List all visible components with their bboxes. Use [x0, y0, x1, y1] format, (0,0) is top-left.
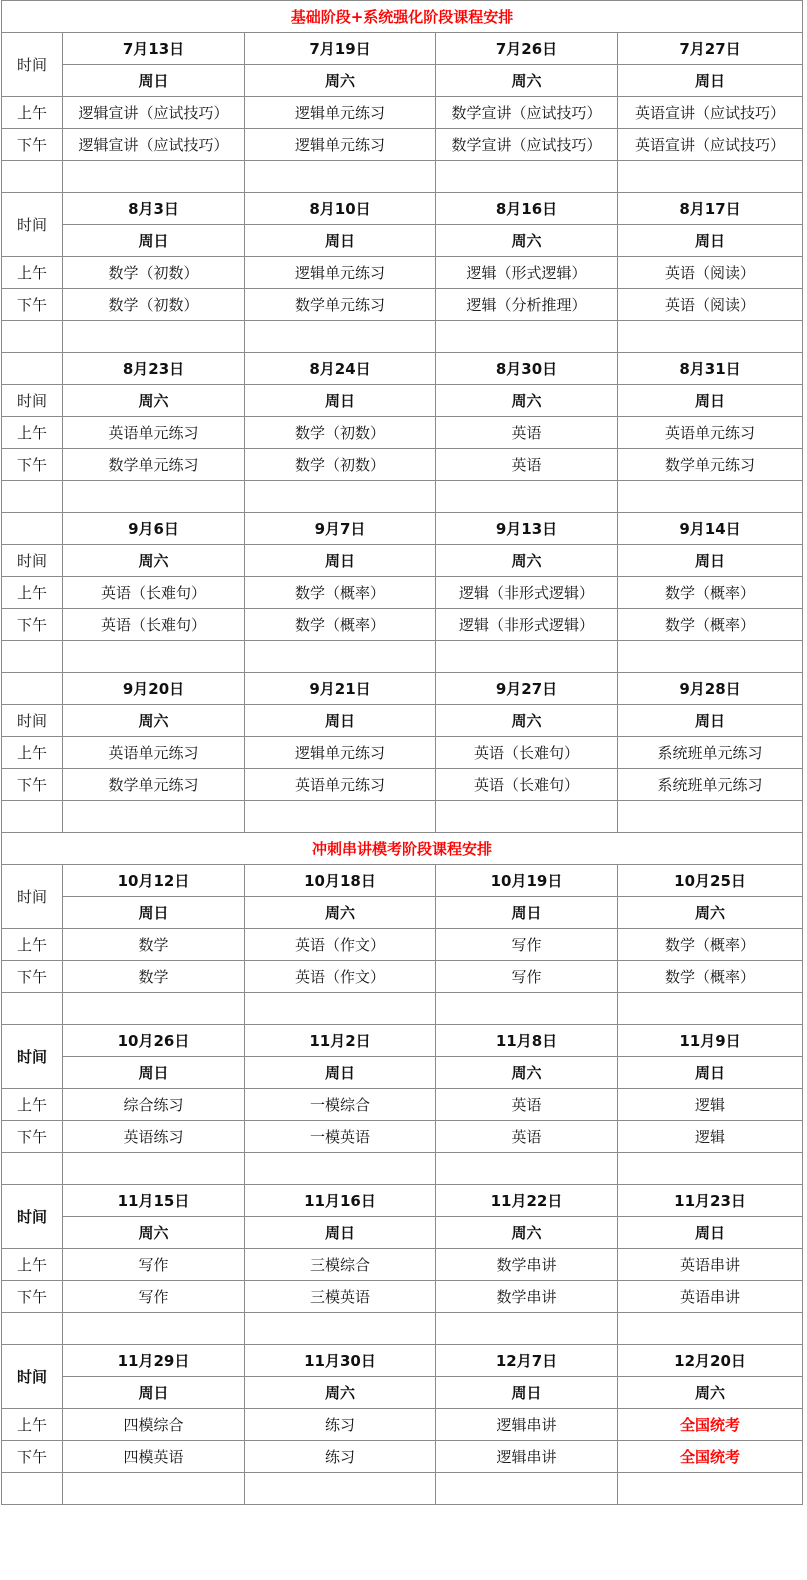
weekday-cell: 周日 [618, 225, 803, 257]
class-cell: 数学串讲 [436, 1281, 618, 1313]
date-cell: 8月16日 [436, 193, 618, 225]
afternoon-label: 下午 [2, 449, 63, 481]
weekday-cell: 周日 [63, 225, 245, 257]
class-cell: 英语（阅读） [618, 289, 803, 321]
empty-cell [2, 353, 63, 385]
weekday-cell: 周六 [63, 705, 245, 737]
afternoon-label: 下午 [2, 609, 63, 641]
afternoon-row [2, 449, 803, 481]
empty-cell [63, 1313, 245, 1345]
weekday-cell: 周六 [63, 545, 245, 577]
class-cell: 英语（长难句） [436, 737, 618, 769]
empty-cell [618, 1313, 803, 1345]
weekday-row [2, 705, 803, 737]
weekday-cell: 周六 [436, 1057, 618, 1089]
empty-cell [436, 161, 618, 193]
date-cell: 11月15日 [63, 1185, 245, 1217]
empty-cell [63, 801, 245, 833]
time-label: 时间 [2, 1345, 63, 1409]
section-title-row [2, 833, 803, 865]
class-cell: 数学宣讲（应试技巧） [436, 129, 618, 161]
empty-cell [245, 161, 436, 193]
class-cell: 英语 [436, 449, 618, 481]
weekday-row [2, 1217, 803, 1249]
weekday-cell: 周日 [63, 65, 245, 97]
morning-label: 上午 [2, 1409, 63, 1441]
empty-cell [436, 321, 618, 353]
class-cell: 英语 [436, 1089, 618, 1121]
weekday-cell: 周六 [245, 65, 436, 97]
empty-cell [2, 161, 63, 193]
weekday-cell: 周日 [618, 385, 803, 417]
date-cell: 10月26日 [63, 1025, 245, 1057]
morning-label: 上午 [2, 1089, 63, 1121]
class-cell: 数学宣讲（应试技巧） [436, 97, 618, 129]
class-cell: 英语（长难句） [63, 609, 245, 641]
weekday-cell: 周日 [618, 1057, 803, 1089]
weekday-row [2, 225, 803, 257]
afternoon-label: 下午 [2, 1441, 63, 1473]
class-cell: 数学单元练习 [63, 769, 245, 801]
morning-label: 上午 [2, 97, 63, 129]
empty-cell [245, 1473, 436, 1505]
afternoon-label: 下午 [2, 289, 63, 321]
date-row [2, 1345, 803, 1377]
weekday-row [2, 65, 803, 97]
time-label: 时间 [2, 385, 63, 417]
section-title: 基础阶段+系统强化阶段课程安排 [2, 1, 803, 33]
empty-cell [618, 1473, 803, 1505]
date-cell: 7月27日 [618, 33, 803, 65]
spacer-row [2, 481, 803, 513]
class-cell: 逻辑单元练习 [245, 97, 436, 129]
empty-cell [2, 641, 63, 673]
empty-cell [618, 641, 803, 673]
weekday-cell: 周日 [618, 65, 803, 97]
class-cell: 英语（阅读） [618, 257, 803, 289]
date-cell: 9月7日 [245, 513, 436, 545]
morning-label: 上午 [2, 257, 63, 289]
weekday-row [2, 1377, 803, 1409]
morning-label: 上午 [2, 929, 63, 961]
class-cell: 逻辑串讲 [436, 1441, 618, 1473]
date-cell: 11月22日 [436, 1185, 618, 1217]
empty-cell [618, 321, 803, 353]
afternoon-label: 下午 [2, 1121, 63, 1153]
class-cell: 数学（初数） [245, 417, 436, 449]
class-cell: 逻辑单元练习 [245, 737, 436, 769]
empty-cell [245, 481, 436, 513]
date-cell: 11月16日 [245, 1185, 436, 1217]
morning-row [2, 97, 803, 129]
weekday-cell: 周六 [436, 1217, 618, 1249]
afternoon-label: 下午 [2, 961, 63, 993]
class-cell: 英语（作文） [245, 929, 436, 961]
class-cell: 英语单元练习 [63, 417, 245, 449]
date-cell: 9月21日 [245, 673, 436, 705]
class-cell: 英语串讲 [618, 1249, 803, 1281]
date-cell: 11月29日 [63, 1345, 245, 1377]
weekday-row [2, 545, 803, 577]
section-title: 冲刺串讲模考阶段课程安排 [2, 833, 803, 865]
date-cell: 10月12日 [63, 865, 245, 897]
empty-cell [436, 801, 618, 833]
date-row [2, 513, 803, 545]
class-cell: 数学（概率） [618, 961, 803, 993]
weekday-cell: 周日 [63, 1057, 245, 1089]
empty-cell [2, 1313, 63, 1345]
date-cell: 9月28日 [618, 673, 803, 705]
date-cell: 10月19日 [436, 865, 618, 897]
class-cell: 数学（概率） [245, 577, 436, 609]
time-label: 时间 [2, 193, 63, 257]
class-cell: 逻辑串讲 [436, 1409, 618, 1441]
date-cell: 11月30日 [245, 1345, 436, 1377]
weekday-cell: 周六 [436, 225, 618, 257]
empty-cell [436, 1313, 618, 1345]
weekday-cell: 周日 [245, 1057, 436, 1089]
class-cell: 英语（长难句） [63, 577, 245, 609]
class-cell: 一模综合 [245, 1089, 436, 1121]
empty-cell [63, 1153, 245, 1185]
date-cell: 8月3日 [63, 193, 245, 225]
morning-label: 上午 [2, 577, 63, 609]
time-label: 时间 [2, 1025, 63, 1089]
class-cell: 全国统考 [618, 1409, 803, 1441]
course-schedule-table [1, 0, 803, 1505]
time-label: 时间 [2, 545, 63, 577]
date-cell: 8月24日 [245, 353, 436, 385]
empty-cell [63, 481, 245, 513]
date-cell: 9月13日 [436, 513, 618, 545]
date-cell: 12月20日 [618, 1345, 803, 1377]
class-cell: 英语（长难句） [436, 769, 618, 801]
class-cell: 逻辑单元练习 [245, 129, 436, 161]
morning-row [2, 257, 803, 289]
empty-cell [63, 321, 245, 353]
class-cell: 英语 [436, 1121, 618, 1153]
afternoon-row [2, 289, 803, 321]
empty-cell [245, 321, 436, 353]
class-cell: 英语单元练习 [618, 417, 803, 449]
weekday-cell: 周六 [436, 705, 618, 737]
spacer-row [2, 993, 803, 1025]
date-cell: 10月25日 [618, 865, 803, 897]
class-cell: 英语单元练习 [245, 769, 436, 801]
class-cell: 英语宣讲（应试技巧） [618, 129, 803, 161]
class-cell: 逻辑（分析推理） [436, 289, 618, 321]
class-cell: 英语练习 [63, 1121, 245, 1153]
class-cell: 英语宣讲（应试技巧） [618, 97, 803, 129]
afternoon-row [2, 1441, 803, 1473]
morning-label: 上午 [2, 417, 63, 449]
empty-cell [63, 161, 245, 193]
empty-cell [436, 1153, 618, 1185]
class-cell: 数学（概率） [245, 609, 436, 641]
date-cell: 11月23日 [618, 1185, 803, 1217]
morning-label: 上午 [2, 1249, 63, 1281]
weekday-cell: 周六 [618, 1377, 803, 1409]
time-label: 时间 [2, 1185, 63, 1249]
afternoon-row [2, 129, 803, 161]
empty-cell [2, 481, 63, 513]
date-cell: 10月18日 [245, 865, 436, 897]
schedule-document [1, 0, 802, 1505]
weekday-cell: 周日 [436, 897, 618, 929]
weekday-cell: 周日 [63, 897, 245, 929]
date-row [2, 1025, 803, 1057]
class-cell: 数学 [63, 929, 245, 961]
empty-cell [618, 161, 803, 193]
empty-cell [2, 1473, 63, 1505]
morning-row [2, 737, 803, 769]
morning-row [2, 577, 803, 609]
afternoon-row [2, 769, 803, 801]
empty-cell [618, 481, 803, 513]
weekday-cell: 周日 [245, 385, 436, 417]
empty-cell [2, 321, 63, 353]
weekday-cell: 周六 [436, 545, 618, 577]
class-cell: 逻辑（非形式逻辑） [436, 609, 618, 641]
time-label: 时间 [2, 705, 63, 737]
class-cell: 练习 [245, 1441, 436, 1473]
class-cell: 综合练习 [63, 1089, 245, 1121]
date-cell: 11月8日 [436, 1025, 618, 1057]
class-cell: 英语（作文） [245, 961, 436, 993]
spacer-row [2, 641, 803, 673]
date-cell: 9月20日 [63, 673, 245, 705]
weekday-cell: 周日 [245, 1217, 436, 1249]
class-cell: 逻辑（形式逻辑） [436, 257, 618, 289]
class-cell: 三模综合 [245, 1249, 436, 1281]
empty-cell [2, 801, 63, 833]
class-cell: 全国统考 [618, 1441, 803, 1473]
morning-row [2, 1409, 803, 1441]
time-label: 时间 [2, 33, 63, 97]
date-cell: 8月23日 [63, 353, 245, 385]
spacer-row [2, 801, 803, 833]
weekday-cell: 周日 [63, 1377, 245, 1409]
spacer-row [2, 321, 803, 353]
class-cell: 一模英语 [245, 1121, 436, 1153]
class-cell: 数学单元练习 [245, 289, 436, 321]
afternoon-label: 下午 [2, 1281, 63, 1313]
class-cell: 数学单元练习 [63, 449, 245, 481]
empty-cell [245, 1313, 436, 1345]
date-cell: 8月10日 [245, 193, 436, 225]
weekday-row [2, 385, 803, 417]
weekday-cell: 周日 [436, 1377, 618, 1409]
empty-cell [2, 993, 63, 1025]
empty-cell [2, 1153, 63, 1185]
class-cell: 逻辑单元练习 [245, 257, 436, 289]
weekday-cell: 周六 [245, 897, 436, 929]
empty-cell [245, 993, 436, 1025]
class-cell: 逻辑 [618, 1121, 803, 1153]
weekday-cell: 周日 [618, 705, 803, 737]
date-cell: 9月27日 [436, 673, 618, 705]
empty-cell [436, 481, 618, 513]
class-cell: 英语串讲 [618, 1281, 803, 1313]
afternoon-label: 下午 [2, 129, 63, 161]
section-title-row [2, 1, 803, 33]
date-cell: 12月7日 [436, 1345, 618, 1377]
weekday-cell: 周六 [63, 385, 245, 417]
empty-cell [245, 641, 436, 673]
empty-cell [436, 1473, 618, 1505]
spacer-row [2, 161, 803, 193]
weekday-cell: 周六 [245, 1377, 436, 1409]
weekday-cell: 周日 [618, 545, 803, 577]
date-row [2, 1185, 803, 1217]
class-cell: 系统班单元练习 [618, 737, 803, 769]
class-cell: 逻辑宣讲（应试技巧） [63, 129, 245, 161]
weekday-cell: 周日 [245, 225, 436, 257]
class-cell: 数学（初数） [245, 449, 436, 481]
empty-cell [436, 641, 618, 673]
morning-row [2, 929, 803, 961]
class-cell: 英语 [436, 417, 618, 449]
date-row [2, 193, 803, 225]
class-cell: 三模英语 [245, 1281, 436, 1313]
class-cell: 数学（初数） [63, 257, 245, 289]
weekday-cell: 周六 [436, 65, 618, 97]
date-row [2, 353, 803, 385]
weekday-cell: 周六 [436, 385, 618, 417]
date-row [2, 865, 803, 897]
weekday-cell: 周六 [618, 897, 803, 929]
class-cell: 练习 [245, 1409, 436, 1441]
afternoon-row [2, 1121, 803, 1153]
empty-cell [2, 513, 63, 545]
class-cell: 写作 [436, 929, 618, 961]
empty-cell [245, 801, 436, 833]
class-cell: 数学（概率） [618, 929, 803, 961]
date-cell: 11月2日 [245, 1025, 436, 1057]
morning-label: 上午 [2, 737, 63, 769]
empty-cell [618, 993, 803, 1025]
morning-row [2, 1249, 803, 1281]
class-cell: 系统班单元练习 [618, 769, 803, 801]
class-cell: 四模综合 [63, 1409, 245, 1441]
weekday-cell: 周六 [63, 1217, 245, 1249]
class-cell: 写作 [63, 1249, 245, 1281]
empty-cell [63, 993, 245, 1025]
date-row [2, 33, 803, 65]
afternoon-row [2, 609, 803, 641]
class-cell: 写作 [63, 1281, 245, 1313]
morning-row [2, 1089, 803, 1121]
weekday-cell: 周日 [245, 705, 436, 737]
class-cell: 英语单元练习 [63, 737, 245, 769]
date-cell: 9月6日 [63, 513, 245, 545]
empty-cell [63, 641, 245, 673]
spacer-row [2, 1473, 803, 1505]
afternoon-row [2, 961, 803, 993]
afternoon-row [2, 1281, 803, 1313]
afternoon-label: 下午 [2, 769, 63, 801]
class-cell: 逻辑（非形式逻辑） [436, 577, 618, 609]
spacer-row [2, 1153, 803, 1185]
class-cell: 逻辑宣讲（应试技巧） [63, 97, 245, 129]
date-cell: 7月26日 [436, 33, 618, 65]
spacer-row [2, 1313, 803, 1345]
class-cell: 数学（初数） [63, 289, 245, 321]
class-cell: 四模英语 [63, 1441, 245, 1473]
class-cell: 逻辑 [618, 1089, 803, 1121]
class-cell: 数学单元练习 [618, 449, 803, 481]
class-cell: 数学（概率） [618, 577, 803, 609]
class-cell: 数学（概率） [618, 609, 803, 641]
date-cell: 8月17日 [618, 193, 803, 225]
empty-cell [618, 801, 803, 833]
weekday-row [2, 897, 803, 929]
empty-cell [618, 1153, 803, 1185]
date-cell: 8月31日 [618, 353, 803, 385]
date-cell: 8月30日 [436, 353, 618, 385]
weekday-row [2, 1057, 803, 1089]
time-label: 时间 [2, 865, 63, 929]
empty-cell [2, 673, 63, 705]
empty-cell [63, 1473, 245, 1505]
class-cell: 写作 [436, 961, 618, 993]
weekday-cell: 周日 [618, 1217, 803, 1249]
date-cell: 7月19日 [245, 33, 436, 65]
date-cell: 7月13日 [63, 33, 245, 65]
morning-row [2, 417, 803, 449]
date-row [2, 673, 803, 705]
empty-cell [245, 1153, 436, 1185]
date-cell: 11月9日 [618, 1025, 803, 1057]
date-cell: 9月14日 [618, 513, 803, 545]
class-cell: 数学 [63, 961, 245, 993]
class-cell: 数学串讲 [436, 1249, 618, 1281]
empty-cell [436, 993, 618, 1025]
weekday-cell: 周日 [245, 545, 436, 577]
